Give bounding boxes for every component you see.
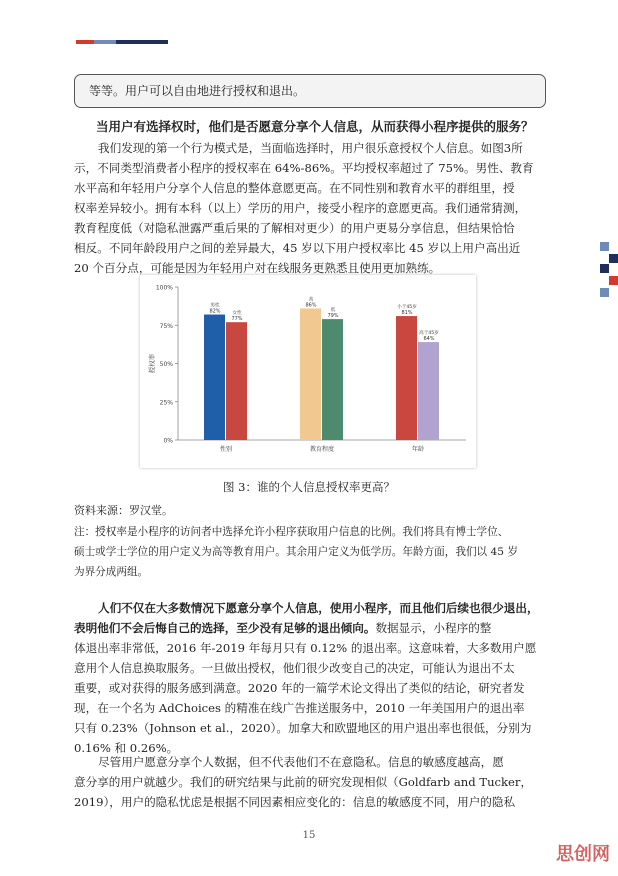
bar-series-label: 小于45岁 [397, 305, 417, 311]
section2-heading-tail: 表明他们不会后悔自己的选择，至少没有足够的退出倾向。 [74, 621, 376, 635]
bar-series-label: 男性 [210, 303, 220, 309]
paragraph-line: 相反。不同年龄段用户之间的差异最大，45 岁以下用户授权率比 45 岁以上用户高出近 [74, 241, 521, 255]
paragraph-line: 教育程度低（对隐私泄露严重后果的了解相对更少）的用户更易分享信息，但结果恰恰 [74, 221, 515, 235]
header-bar-blue [94, 40, 116, 44]
edge-square [609, 276, 618, 285]
bar [226, 322, 247, 440]
edge-square [600, 264, 609, 273]
paragraph-line: 示，不同类型消费者小程序的授权率在 64%-86%。平均授权率超过了 75%。男性、教育 [74, 161, 534, 175]
section3-paragraph [74, 752, 544, 812]
edge-decoration [600, 242, 618, 302]
paragraph-line: 2019），用户的隐私忧虑是根据不同因素相应变化的：信息的敏感度不同，用户的隐私 [74, 795, 516, 809]
paragraph-line: 权率差异较小。拥有本科（以上）学历的用户，接受小程序的意愿更高。我们通常猜测， [74, 201, 527, 215]
header-color-bar [76, 40, 168, 44]
bar [418, 342, 439, 440]
y-tick-label: 50% [159, 361, 173, 368]
bar-value-label: 82% [209, 308, 221, 315]
header-bar-red [76, 40, 94, 44]
paragraph-line: 我们发现的第一个行为模式是，当面临选择时，用户很乐意授权个人信息。如图3所 [98, 141, 523, 155]
note-line: 为界分成两组。 [74, 566, 149, 578]
bar-chart [140, 275, 476, 468]
figure-note [74, 522, 544, 582]
y-tick-label: 100% [155, 284, 173, 292]
chart-svg [140, 275, 476, 468]
section2-heading-line: 人们不仅在大多数情况下愿意分享个人信息，使用小程序，而且他们后续也很少退出， [98, 601, 539, 615]
x-tick-label: 性别 [219, 446, 233, 453]
section1-paragraph [74, 138, 544, 278]
bar-value-label: 79% [327, 313, 339, 320]
page-number: 15 [302, 830, 316, 841]
header-bar-navy [116, 40, 168, 44]
paragraph-line: 体退出率非常低，2016 年-2019 年每月只有 0.12% 的退出率。这意味着，大多数用户愿 [74, 641, 537, 655]
section2-paragraph [74, 598, 544, 758]
bar-series-label: 女性 [232, 311, 242, 317]
callout-box [74, 74, 546, 108]
bar [204, 315, 225, 440]
note-line: 注：授权率是小程序的访问者中选择允许小程序获取用户信息的比例。我们将具有博士学位、 [74, 526, 509, 538]
y-tick-label: 25% [159, 399, 173, 407]
paragraph-line: 20 个百分点，可能是因为年轻用户对在线服务更熟悉且使用更加熟练。 [74, 261, 441, 275]
bar [322, 319, 343, 440]
figure-source: 资料来源：罗汉堂。 [74, 504, 173, 517]
y-tick-label: 0% [163, 437, 173, 445]
paragraph-line: 0.16% 和 0.26%。 [74, 741, 179, 755]
callout-text: 等等。用户可以自由地进行授权和退出。 [89, 84, 306, 98]
bar-value-label: 64% [423, 336, 435, 343]
edge-square [600, 288, 609, 297]
watermark-logo: 思创网 [556, 844, 610, 865]
y-tick-label: 75% [159, 322, 173, 330]
paragraph-line: 尽管用户愿意分享个人数据，但不代表他们不在意隐私。信息的敏感度越高，愿 [98, 755, 504, 769]
bar [300, 308, 321, 440]
bar [396, 316, 417, 440]
paragraph-line-tail: 数据显示，小程序的整 [375, 621, 492, 635]
paragraph-line: 现，在一个名为 AdChoices 的精准在线广告推送服务中，2010 一年美国用户的退出率 [74, 701, 525, 715]
edge-square [600, 242, 609, 251]
bar-value-label: 86% [305, 302, 317, 309]
edge-square [609, 254, 618, 263]
bar-series-label: 低 [330, 308, 336, 314]
figure-caption: 图 3：谁的个人信息授权率更高？ [223, 480, 395, 494]
section2-heading-line [74, 618, 544, 638]
x-tick-label: 年龄 [411, 446, 425, 453]
paragraph-line: 水平高和年轻用户分享个人信息的整体意愿更高。在不同性别和教育水平的群组里，授 [74, 181, 515, 195]
bar-series-label: 高 [308, 297, 314, 303]
paragraph-line: 意用个人信息换取服务。一旦做出授权，他们很少改变自己的决定，可能认为退出不太 [74, 661, 515, 675]
paragraph-line: 重要，或对获得的服务感到满意。2020 年的一篇学术论文得出了类似的结论，研究者发 [74, 681, 525, 695]
bar-value-label: 81% [401, 310, 413, 317]
paragraph-line: 意分享的用户就越少。我们的研究结果与此前的研究发现相似（Goldfarb and Tucker， [74, 775, 533, 789]
bar-series-label: 高于45岁 [419, 331, 439, 337]
section1-heading: 当用户有选择权时，他们是否愿意分享个人信息，从而获得小程序提供的服务？ [96, 119, 534, 134]
y-axis-label: 授权率 [148, 353, 156, 374]
note-line: 硕士或学士学位的用户定义为高等教育用户。其余用户定义为低学历。年龄方面，我们以 45 岁 [74, 546, 518, 558]
x-tick-label: 教育程度 [309, 446, 335, 453]
bar-value-label: 77% [231, 316, 243, 323]
paragraph-line: 只有 0.23%（Johnson et al.，2020）。加拿大和欧盟地区的用户退出率也很低，分别为 [74, 721, 532, 735]
